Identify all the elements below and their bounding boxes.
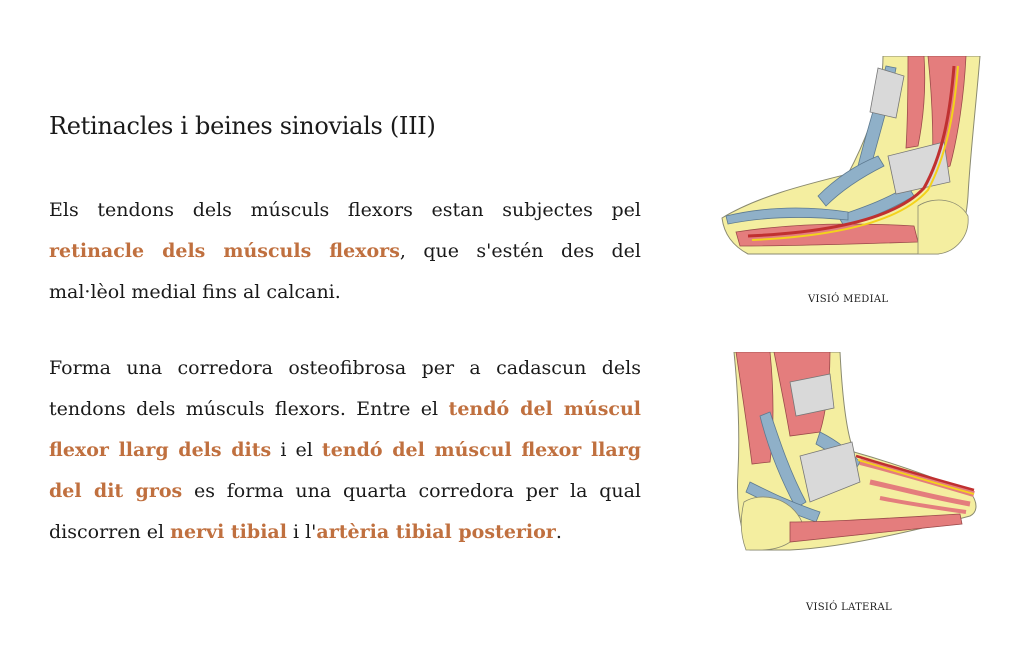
paragraph-2-text-5: . xyxy=(555,521,562,543)
paragraph-2-text-1: Forma una corredora osteofibrosa per a cadascun dels tendons dels músculs flexors. Entre el xyxy=(49,357,641,420)
link-retinacle-musculs-flexors[interactable]: retinacle dels músculs flexors xyxy=(49,240,400,262)
link-tendo-flexor-llarg-dit-gros[interactable]: tendó del múscul flexor llarg del dit gros xyxy=(49,439,641,502)
paragraph-1-text-2: , que s'estén des del mal·lèol medial fins al calcani. xyxy=(49,240,641,303)
paragraph-2-text-4: i l' xyxy=(286,521,317,543)
paragraph-2-text-2: i el xyxy=(271,439,322,461)
page-title: Retinacles i beines sinovials (III) xyxy=(49,112,436,140)
paragraph-2-text-3: es forma una quarta corredora per la qual discorren el xyxy=(49,480,641,543)
paragraph-1 xyxy=(49,190,641,313)
link-arteria-tibial-posterior[interactable]: artèria tibial posterior xyxy=(316,521,556,543)
link-nervi-tibial[interactable]: nervi tibial xyxy=(170,521,287,543)
paragraph-2 xyxy=(49,348,641,553)
medial-view-illustration xyxy=(718,56,983,256)
paragraph-1-text-1: Els tendons dels músculs flexors estan subjectes pel xyxy=(49,199,641,221)
link-tendo-flexor-llarg-dits[interactable]: tendó del múscul flexor llarg dels dits xyxy=(49,398,641,461)
medial-view-caption: VISIÓ MEDIAL xyxy=(808,294,889,305)
lateral-view-illustration xyxy=(730,352,985,552)
lateral-view-caption: VISIÓ LATERAL xyxy=(806,602,892,613)
